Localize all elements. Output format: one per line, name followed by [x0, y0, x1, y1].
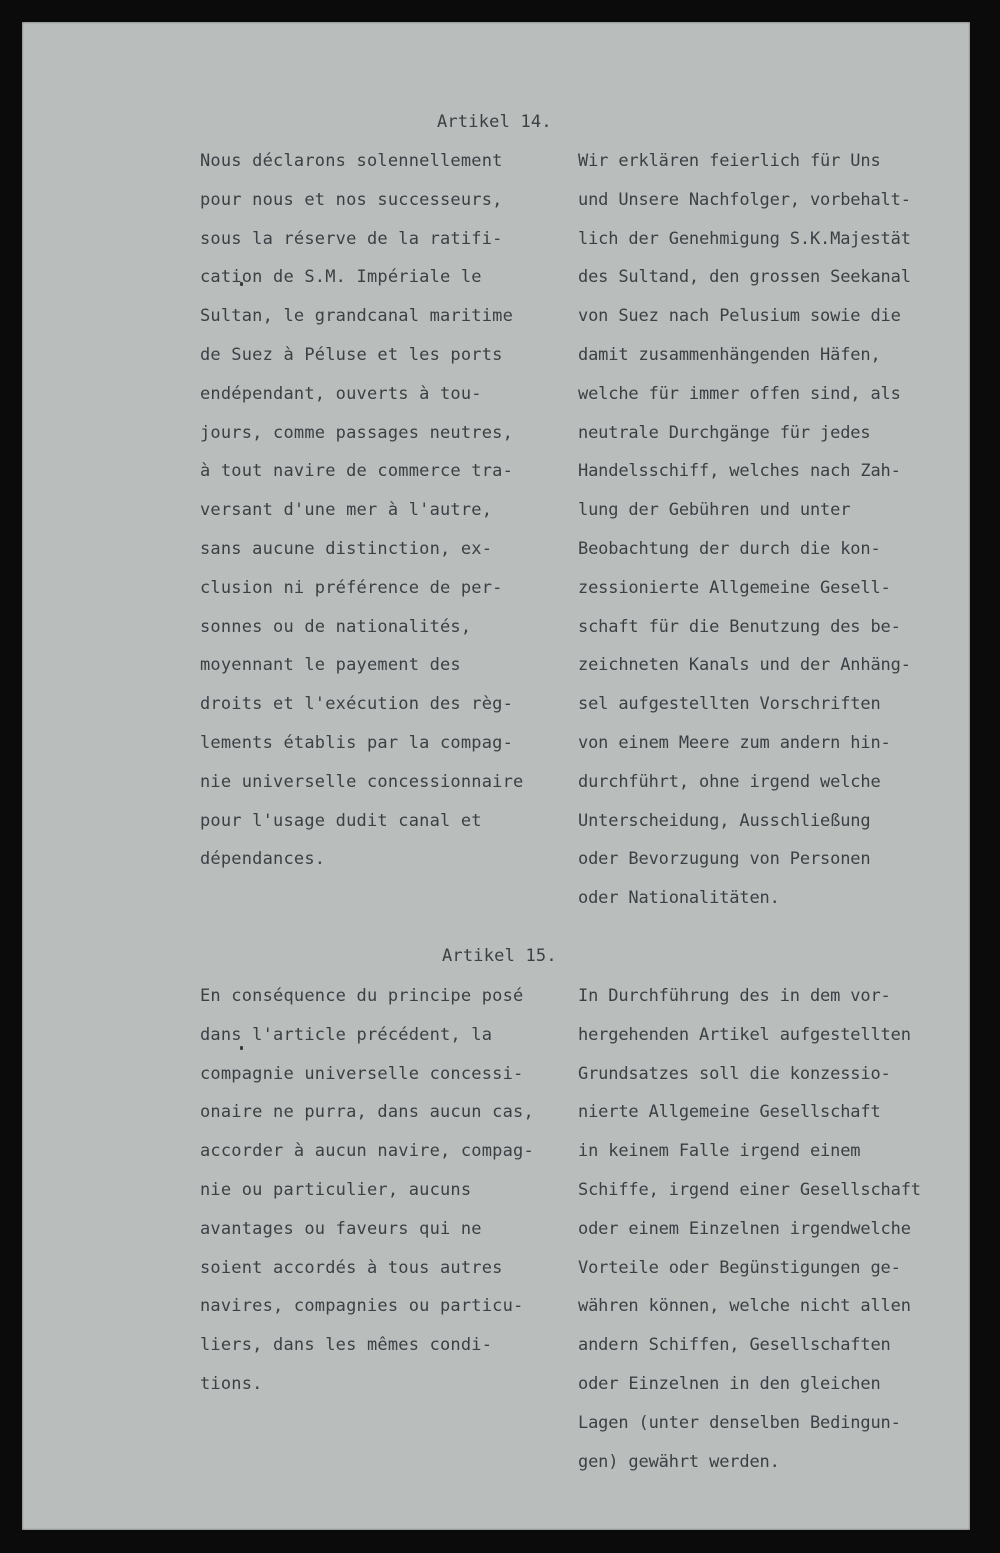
article-14-french-column: [200, 142, 523, 879]
text-line: oder Nationalitäten.: [578, 888, 780, 909]
text-line: cation de S.M. Impériale le: [200, 267, 482, 288]
text-line: Schiffe, irgend einer Gesellschaft: [578, 1179, 921, 1200]
text-line: soient accordés à tous autres: [200, 1257, 503, 1278]
text-line: liers, dans les mêmes condi-: [200, 1335, 493, 1356]
text-line: droits et l'exécution des règ-: [200, 694, 514, 715]
text-line: versant d'une mer à l'autre,: [200, 500, 493, 521]
text-line: oder Einzelnen in den gleichen: [578, 1373, 881, 1394]
text-line: zessionierte Allgemeine Gesell-: [578, 577, 891, 598]
text-line: clusion ni préférence de per-: [200, 577, 503, 598]
text-line: von einem Meere zum andern hin-: [578, 732, 891, 753]
article-15-french-column: [200, 977, 534, 1404]
text-line: und Unsere Nachfolger, vorbehalt-: [578, 189, 911, 210]
text-line: zeichneten Kanals und der Anhäng-: [578, 655, 911, 676]
text-line: schaft für die Benutzung des be-: [578, 616, 901, 637]
text-line: neutrale Durchgänge für jedes: [578, 422, 871, 443]
text-line: dépendances.: [200, 849, 326, 870]
text-line: En conséquence du principe posé: [200, 986, 524, 1006]
text-line: Beobachtung der durch die kon-: [578, 538, 881, 559]
text-line: Sultan, le grandcanal maritime: [200, 306, 514, 327]
text-line: navires, compagnies ou particu-: [200, 1296, 524, 1317]
text-line: Vorteile oder Begünstigungen ge-: [578, 1257, 901, 1278]
text-line: pour nous et nos successeurs,: [200, 189, 503, 210]
text-line: Nous déclarons solennellement: [200, 151, 503, 171]
article-15-heading: Artikel 15.: [442, 946, 557, 966]
text-line: à tout navire de commerce tra-: [200, 461, 514, 482]
text-line: durchführt, ohne irgend welche: [578, 771, 881, 792]
text-line: onaire ne purra, dans aucun cas,: [200, 1102, 534, 1123]
text-line: endépendant, ouverts à tou-: [200, 383, 482, 404]
text-line: moyennant le payement des: [200, 655, 461, 676]
text-line: Handelsschiff, welches nach Zah-: [578, 461, 901, 482]
document-page: [22, 22, 970, 1530]
text-line: gen) gewährt werden.: [578, 1451, 780, 1472]
article-14-german-column: [578, 142, 911, 918]
text-line: welche für immer offen sind, als: [578, 383, 901, 404]
text-line: von Suez nach Pelusium sowie die: [578, 306, 901, 327]
text-line: lich der Genehmigung S.K.Majestät: [578, 228, 911, 249]
text-line: andern Schiffen, Gesellschaften: [578, 1335, 891, 1356]
text-line: sous la réserve de la ratifi-: [200, 228, 503, 249]
text-line: des Sultand, den grossen Seekanal: [578, 267, 911, 288]
text-line: accorder à aucun navire, compag-: [200, 1141, 534, 1162]
text-line: tions.: [200, 1373, 263, 1394]
text-line: damit zusammenhängenden Häfen,: [578, 344, 881, 365]
text-line: In Durchführung des in dem vor-: [578, 986, 891, 1006]
text-line: jours, comme passages neutres,: [200, 422, 514, 443]
article-14-heading: Artikel 14.: [437, 112, 552, 132]
text-line: Wir erklären feierlich für Uns: [578, 151, 881, 171]
text-line: nierte Allgemeine Gesellschaft: [578, 1102, 881, 1123]
text-line: Grundsatzes soll die konzessio-: [578, 1063, 891, 1084]
text-line: Lagen (unter denselben Bedingun-: [578, 1412, 901, 1433]
text-line: sonnes ou de nationalités,: [200, 616, 472, 637]
text-line: sel aufgestellten Vorschriften: [578, 694, 881, 715]
text-line: de Suez à Péluse et les ports: [200, 344, 503, 365]
text-line: sans aucune distinction, ex-: [200, 538, 493, 559]
text-line: avantages ou faveurs qui ne: [200, 1218, 482, 1239]
article-15-german-column: [578, 977, 921, 1481]
text-line: währen können, welche nicht allen: [578, 1296, 911, 1317]
text-line: pour l'usage dudit canal et: [200, 810, 482, 831]
text-line: compagnie universelle concessi-: [200, 1063, 524, 1084]
text-line: hergehenden Artikel aufgestellten: [578, 1024, 911, 1045]
text-line: dans l'article précédent, la: [200, 1024, 493, 1045]
text-line: Unterscheidung, Ausschließung: [578, 810, 871, 831]
text-line: lung der Gebühren und unter: [578, 500, 851, 521]
text-line: oder einem Einzelnen irgendwelche: [578, 1218, 911, 1239]
text-line: nie ou particulier, aucuns: [200, 1179, 472, 1200]
text-line: lements établis par la compag-: [200, 732, 514, 753]
text-line: in keinem Falle irgend einem: [578, 1141, 861, 1162]
text-line: nie universelle concessionnaire: [200, 771, 524, 792]
text-line: oder Bevorzugung von Personen: [578, 849, 871, 870]
